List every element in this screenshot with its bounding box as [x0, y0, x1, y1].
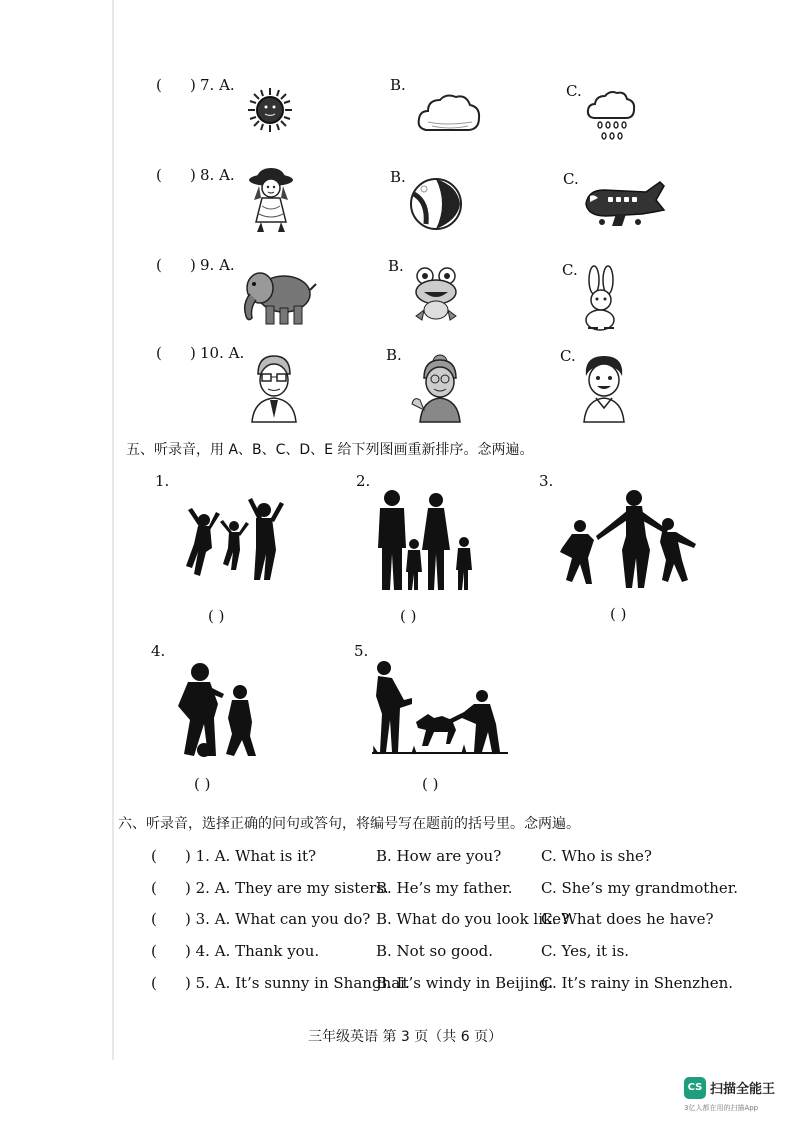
question-number: ) [190, 344, 196, 362]
answer-paren[interactable]: ( [151, 879, 157, 897]
picture-number: 3. [539, 472, 554, 490]
option-c: C. What does he have? [541, 910, 714, 928]
answer-paren[interactable]: ( ) [194, 775, 211, 793]
option-c-label: C. [563, 170, 579, 188]
jumping-family-silhouette [176, 496, 288, 582]
answer-paren[interactable]: ( [151, 847, 157, 865]
option-b-label: B. [390, 168, 406, 186]
answer-paren-open: ( [156, 76, 162, 94]
scanner-tagline: 3亿人都在用的扫描App [684, 1104, 759, 1112]
option-b: B. Not so good. [376, 942, 494, 960]
answer-paren-open: ( [156, 166, 162, 184]
option-c: C. Yes, it is. [541, 942, 630, 960]
grandfather-icon [248, 352, 300, 422]
picture-number: 2. [356, 472, 371, 490]
elephant-icon [240, 264, 318, 328]
page-footer: 三年级英语 第 3 页（共 6 页） [308, 1029, 503, 1045]
answer-paren-open: ( [156, 344, 162, 362]
option-a: ) 3. A. What can you do? [185, 910, 371, 928]
question-number: 9. A. [200, 256, 235, 274]
picture-number: 1. [155, 472, 170, 490]
frog-icon [410, 266, 462, 322]
option-b: B. What do you look like? [376, 910, 570, 928]
answer-paren[interactable]: ( ) [400, 607, 417, 625]
option-b: B. How are you? [376, 847, 502, 865]
mother-children-silhouette [558, 488, 702, 590]
option-b: B. It’s windy in Beijing. [376, 974, 554, 992]
question-number: ) [190, 256, 196, 274]
answer-paren[interactable]: ( [151, 974, 157, 992]
answer-paren[interactable]: ( ) [610, 605, 627, 623]
picture-number: 5. [354, 642, 369, 660]
option-b: B. He’s my father. [376, 879, 513, 897]
question-number: 7. A. [200, 76, 235, 94]
cloud-icon [416, 92, 482, 134]
answer-paren[interactable]: ( ) [422, 775, 439, 793]
option-c-label: C. [562, 261, 578, 279]
option-c: C. She’s my grandmother. [541, 879, 739, 897]
question-number: ) [190, 76, 196, 94]
sun-icon [246, 86, 294, 134]
option-b-label: B. [386, 346, 402, 364]
boy-icon [578, 352, 630, 422]
option-c-label: C. [560, 347, 576, 365]
scanner-watermark [684, 1077, 784, 1117]
option-b-label: B. [390, 76, 406, 94]
question-number: ) [190, 166, 196, 184]
option-c: C. Who is she? [541, 847, 652, 865]
answer-paren-open: ( [156, 256, 162, 274]
question-number: 8. A. [200, 166, 235, 184]
rain-cloud-icon [586, 90, 636, 146]
answer-paren[interactable]: ( ) [208, 607, 225, 625]
scan-edge [112, 0, 114, 1060]
walking-family-silhouette [370, 488, 480, 592]
option-a: ) 2. A. They are my sisters. [185, 879, 389, 897]
answer-paren[interactable]: ( [151, 942, 157, 960]
scanner-logo-icon: CS [684, 1077, 706, 1099]
option-a: ) 5. A. It’s sunny in Shanghai. [185, 974, 410, 992]
soccer-father-child-silhouette [170, 660, 262, 760]
airplane-icon [582, 180, 666, 230]
girl-icon [246, 166, 296, 236]
family-with-dog-silhouette [372, 660, 508, 760]
answer-paren[interactable]: ( [151, 910, 157, 928]
option-c: C. It’s rainy in Shenzhen. [541, 974, 734, 992]
section5-heading: 五、听录音，用 A、B、C、D、E 给下列图画重新排序。念两遍。 [126, 442, 534, 458]
option-c-label: C. [566, 82, 582, 100]
ball-icon [408, 176, 464, 232]
picture-number: 4. [151, 642, 166, 660]
question-number: 10. A. [200, 344, 245, 362]
option-a: ) 1. A. What is it? [185, 847, 317, 865]
section6-heading: 六、听录音，选择正确的问句或答句，将编号写在题前的括号里。念两遍。 [118, 816, 580, 832]
option-a: ) 4. A. Thank you. [185, 942, 320, 960]
rabbit-icon [578, 266, 622, 332]
scanner-app-name: 扫描全能王 [710, 1082, 776, 1097]
grandmother-icon [410, 352, 466, 422]
option-b-label: B. [388, 257, 404, 275]
